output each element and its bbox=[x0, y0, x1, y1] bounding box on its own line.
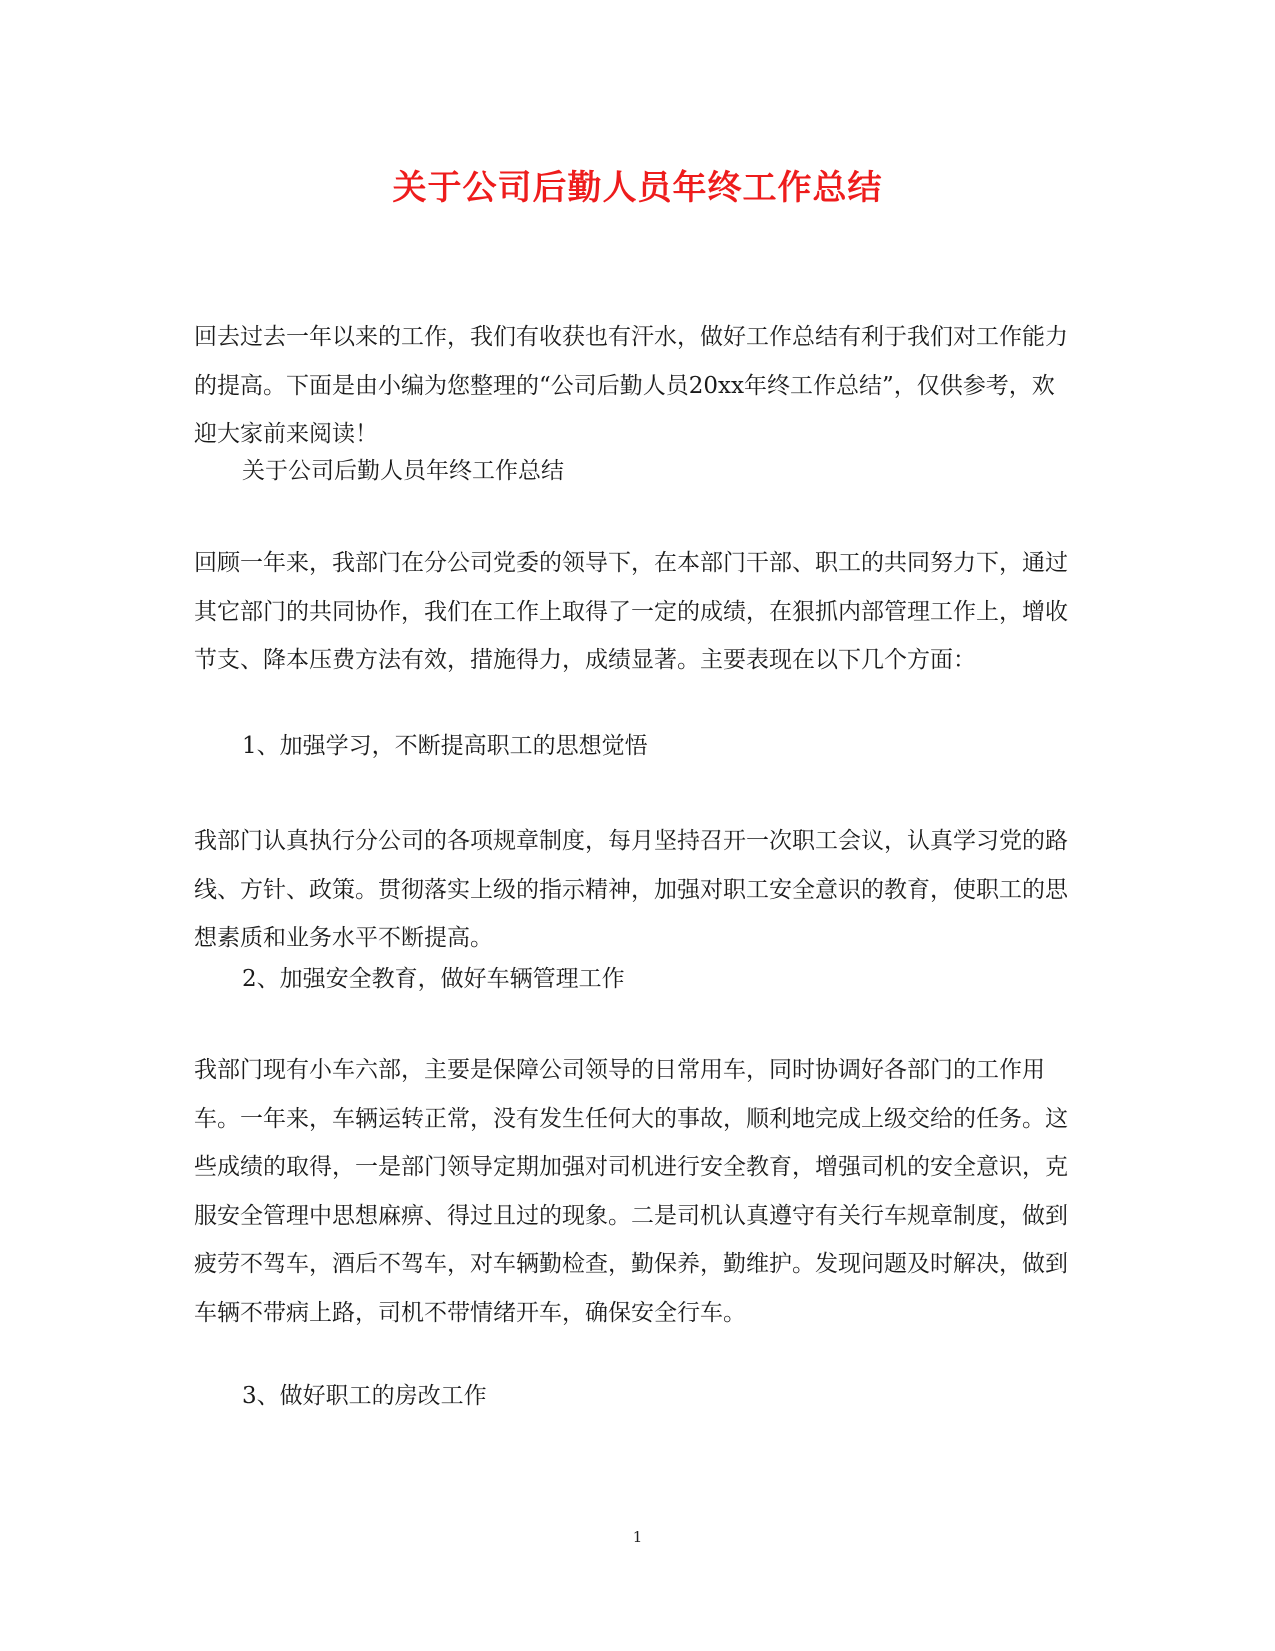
review-paragraph: 回顾一年来，我部门在分公司党委的领导下，在本部门干部、职工的共同努力下，通过其它部门的共同协作，我们在工作上取得了一定的成绩，在狠抓内部管理工作上，增收节支、降本压费方法有效，措施得力，成绩显著。主要表现在以下几个方面： bbox=[194, 550, 1068, 673]
intro-paragraph: 回去过去一年以来的工作，我们有收获也有汗水，做好工作总结有利于我们对工作能力的提高。下面是由小编为您整理的“公司后勤人员20xx年终工作总结”，仅供参考，欢迎大家前来阅读！ bbox=[194, 324, 1068, 447]
section-2-paragraph: 我部门现有小车六部，主要是保障公司领导的日常用车，同时协调好各部门的工作用车。一年来，车辆运转正常，没有发生任何大的事故，顺利地完成上级交给的任务。这些成绩的取得，一是部门领导定期加强对司机进行安全教育，增强司机的安全意识，克服安全管理中思想麻痹、得过且过的现象。二是司机认真遵守有关行车规章制度，做到疲劳不驾车，酒后不驾车，对车辆勤检查，勤保养，勤维护。发现问题及时解决，做到车辆不带病上路，司机不带情绪开车，确保安全行车。 bbox=[194, 1057, 1068, 1326]
document-title: 关于公司后勤人员年终工作总结 bbox=[392, 168, 883, 208]
page-number: 1 bbox=[632, 1528, 643, 1546]
subtitle-paragraph: 关于公司后勤人员年终工作总结 bbox=[242, 458, 564, 484]
section-heading-3: 3、做好职工的房改工作 bbox=[242, 1383, 487, 1409]
section-heading-2: 2、加强安全教育，做好车辆管理工作 bbox=[242, 966, 625, 992]
section-1-paragraph: 我部门认真执行分公司的各项规章制度，每月坚持召开一次职工会议，认真学习党的路线、方针、政策。贯彻落实上级的指示精神，加强对职工安全意识的教育，使职工的思想素质和业务水平不断提高。 bbox=[194, 828, 1068, 951]
section-heading-1: 1、加强学习，不断提高职工的思想觉悟 bbox=[242, 733, 648, 759]
